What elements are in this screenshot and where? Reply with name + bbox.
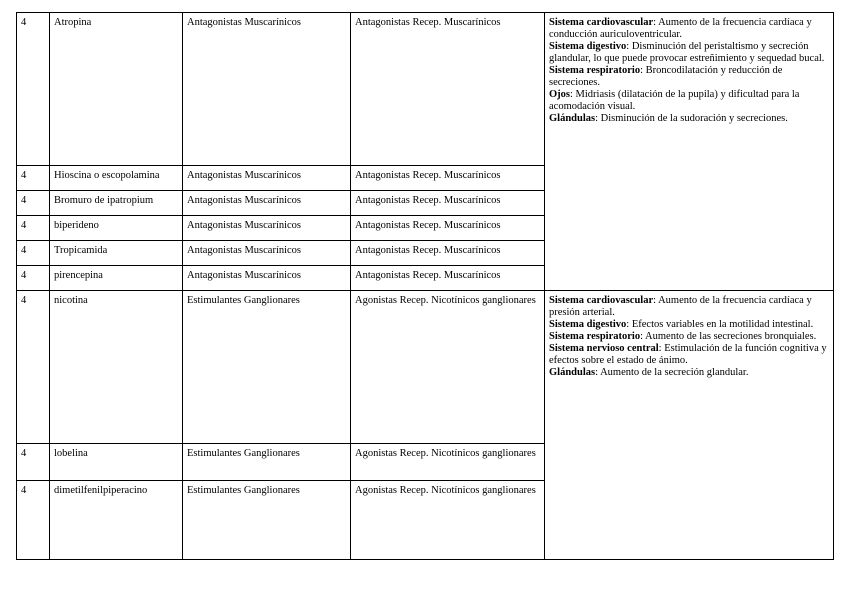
drug-group: Estimulantes Ganglionares bbox=[183, 444, 351, 481]
effects-cell-ganglionic bbox=[545, 291, 834, 560]
effect-item bbox=[549, 367, 829, 379]
effect-text: : Aumento de las secreciones bronquiales. bbox=[640, 331, 817, 342]
effect-label: Sistema nervioso central bbox=[549, 343, 659, 354]
row-number: 4 bbox=[17, 166, 50, 191]
row-number: 4 bbox=[17, 216, 50, 241]
row-number: 4 bbox=[17, 13, 50, 166]
effect-item bbox=[549, 343, 829, 367]
effect-text: : Estimulación de la función cognitiva y efectos sobre el estado de ánimo. bbox=[549, 343, 827, 366]
effect-item bbox=[549, 113, 829, 125]
effect-text: : Aumento de la secreción glandular. bbox=[595, 367, 749, 378]
drug-mechanism: Antagonistas Recep. Muscarínicos bbox=[351, 166, 545, 191]
drug-name: nicotina bbox=[50, 291, 183, 444]
effect-label: Sistema respiratorio bbox=[549, 65, 641, 76]
effect-text: : Broncodilatación y reducción de secreciones. bbox=[549, 65, 783, 88]
drug-group: Antagonistas Muscarínicos bbox=[183, 241, 351, 266]
effect-text: : Midriasis (dilatación de la pupila) y dificultad para la acomodación visual. bbox=[549, 89, 800, 112]
drug-name: Atropina bbox=[50, 13, 183, 166]
drug-group: Estimulantes Ganglionares bbox=[183, 481, 351, 560]
effect-label: Sistema cardiovascular bbox=[549, 295, 654, 306]
effect-text: : Disminución del peristaltismo y secreción glandular, lo que puede provocar estreñimiento y sequedad bucal. bbox=[549, 41, 825, 64]
row-number: 4 bbox=[17, 291, 50, 444]
drug-group: Antagonistas Muscarínicos bbox=[183, 216, 351, 241]
drug-name: pirencepina bbox=[50, 266, 183, 291]
effect-item bbox=[549, 319, 829, 331]
drug-mechanism: Antagonistas Recep. Muscarínicos bbox=[351, 13, 545, 166]
effect-item bbox=[549, 17, 829, 41]
effect-item bbox=[549, 295, 829, 319]
effects-cell-muscarinic bbox=[545, 13, 834, 291]
drug-group: Estimulantes Ganglionares bbox=[183, 291, 351, 444]
effect-text: : Efectos variables en la motilidad intestinal. bbox=[626, 319, 814, 330]
effect-label: Ojos bbox=[549, 89, 570, 100]
effect-label: Glándulas bbox=[549, 113, 596, 124]
drug-mechanism: Antagonistas Recep. Muscarínicos bbox=[351, 191, 545, 216]
effect-item bbox=[549, 65, 829, 89]
drug-group: Antagonistas Muscarínicos bbox=[183, 166, 351, 191]
table-row bbox=[17, 291, 834, 444]
row-number: 4 bbox=[17, 444, 50, 481]
effect-text: : Disminución de la sudoración y secreciones. bbox=[595, 113, 788, 124]
table-row bbox=[17, 13, 834, 166]
drug-mechanism: Agonistas Recep. Nicotínicos ganglionares bbox=[351, 481, 545, 560]
effect-label: Sistema digestivo bbox=[549, 319, 627, 330]
effect-item bbox=[549, 89, 829, 113]
effect-label: Sistema cardiovascular bbox=[549, 17, 654, 28]
drug-mechanism: Agonistas Recep. Nicotínicos ganglionares bbox=[351, 291, 545, 444]
effect-text: : Aumento de la frecuencia cardíaca y conducción auriculoventricular. bbox=[549, 17, 812, 40]
drug-mechanism: Antagonistas Recep. Muscarínicos bbox=[351, 266, 545, 291]
row-number: 4 bbox=[17, 241, 50, 266]
effect-text: : Aumento de la frecuencia cardíaca y presión arterial. bbox=[549, 295, 812, 318]
drug-name: Tropicamida bbox=[50, 241, 183, 266]
effect-item bbox=[549, 41, 829, 65]
effect-item bbox=[549, 331, 829, 343]
drug-mechanism: Agonistas Recep. Nicotínicos ganglionares bbox=[351, 444, 545, 481]
drug-mechanism: Antagonistas Recep. Muscarínicos bbox=[351, 241, 545, 266]
row-number: 4 bbox=[17, 481, 50, 560]
effect-label: Sistema respiratorio bbox=[549, 331, 641, 342]
drug-name: lobelina bbox=[50, 444, 183, 481]
row-number: 4 bbox=[17, 191, 50, 216]
drug-name: Bromuro de ipatropium bbox=[50, 191, 183, 216]
drug-name: Hioscina o escopolamina bbox=[50, 166, 183, 191]
drug-group: Antagonistas Muscarínicos bbox=[183, 13, 351, 166]
drug-name: dimetilfenilpiperacino bbox=[50, 481, 183, 560]
drug-mechanism: Antagonistas Recep. Muscarínicos bbox=[351, 216, 545, 241]
drug-table bbox=[16, 12, 834, 560]
effect-label: Glándulas bbox=[549, 367, 596, 378]
drug-name: biperideno bbox=[50, 216, 183, 241]
drug-group: Antagonistas Muscarínicos bbox=[183, 191, 351, 216]
effect-label: Sistema digestivo bbox=[549, 41, 627, 52]
drug-group: Antagonistas Muscarínicos bbox=[183, 266, 351, 291]
row-number: 4 bbox=[17, 266, 50, 291]
